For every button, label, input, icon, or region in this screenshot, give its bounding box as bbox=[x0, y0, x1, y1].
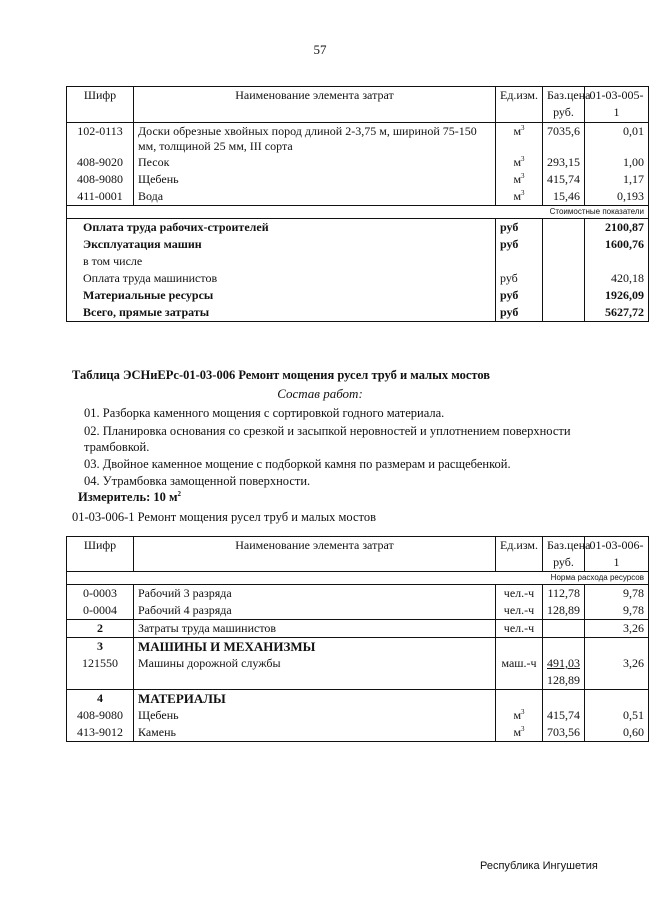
table-row bbox=[67, 620, 649, 638]
row-unit: $м^3$ bbox=[496, 171, 543, 188]
header-code: Шифр bbox=[67, 87, 134, 123]
row-value: 3,26 bbox=[585, 620, 649, 638]
summary-name: в том числе bbox=[67, 253, 496, 270]
row-code: 121550 bbox=[67, 655, 134, 690]
measure-unit: Измеритель: 10 $м^2$ bbox=[78, 489, 182, 504]
footer-region: Республика Ингушетия bbox=[480, 860, 598, 872]
summary-value: 420,18 bbox=[585, 270, 649, 287]
row-price: 293,15 bbox=[543, 154, 585, 171]
row-value: 0,01 bbox=[585, 123, 649, 155]
row-price: 7035,6 bbox=[543, 123, 585, 155]
group-header-row bbox=[67, 690, 649, 708]
row-name: Песок bbox=[134, 154, 496, 171]
summary-value: 1600,76 bbox=[585, 236, 649, 253]
section-note-row bbox=[67, 206, 649, 219]
row-unit: чел.-ч bbox=[496, 620, 543, 638]
row-name: Камень bbox=[134, 724, 496, 742]
table-row bbox=[67, 154, 649, 171]
header-name: Наименование элемента затрат bbox=[134, 537, 496, 572]
header-column-code: 01-03-005-1 bbox=[585, 87, 649, 123]
row-code: 0-0004 bbox=[67, 602, 134, 620]
header-code: Шифр bbox=[67, 537, 134, 572]
row-code: 408-9020 bbox=[67, 154, 134, 171]
group-code: 3 bbox=[67, 638, 134, 656]
summary-row bbox=[67, 270, 649, 287]
row-value: 0,193 bbox=[585, 188, 649, 206]
table-row bbox=[67, 707, 649, 724]
table-row bbox=[67, 171, 649, 188]
group-name: МАШИНЫ И МЕХАНИЗМЫ bbox=[134, 638, 496, 656]
summary-value: 2100,87 bbox=[585, 219, 649, 237]
section-note: Норма расхода ресурсов bbox=[67, 572, 649, 585]
row-unit: маш.-ч bbox=[496, 655, 543, 690]
header-unit: Ед.изм. bbox=[496, 87, 543, 123]
summary-row bbox=[67, 253, 649, 270]
row-price: 415,74 bbox=[543, 707, 585, 724]
summary-value bbox=[585, 253, 649, 270]
table-row bbox=[67, 724, 649, 742]
row-name: Доски обрезные хвойных пород длиной 2-3,75 м, шириной 75-150 мм, толщиной 25 мм, III сорта bbox=[134, 123, 496, 155]
row-code: 0-0003 bbox=[67, 585, 134, 603]
summary-name: Эксплуатация машин bbox=[67, 236, 496, 253]
row-value: 1,00 bbox=[585, 154, 649, 171]
section-note-row bbox=[67, 572, 649, 585]
summary-row bbox=[67, 304, 649, 322]
row-unit: чел.-ч bbox=[496, 602, 543, 620]
works-subtitle: Состав работ: bbox=[277, 386, 363, 401]
summary-name: Материальные ресурсы bbox=[67, 287, 496, 304]
summary-unit bbox=[496, 253, 543, 270]
row-price: 703,56 bbox=[543, 724, 585, 742]
summary-name: Оплата труда рабочих-строителей bbox=[67, 219, 496, 237]
summary-unit: руб bbox=[496, 270, 543, 287]
row-value: 0,51 bbox=[585, 707, 649, 724]
summary-unit: руб bbox=[496, 219, 543, 237]
row-value: 0,60 bbox=[585, 724, 649, 742]
cost-table-2 bbox=[66, 536, 649, 742]
row-unit: $м^3$ bbox=[496, 188, 543, 206]
row-code: 408-9080 bbox=[67, 707, 134, 724]
table-header bbox=[67, 537, 649, 572]
norm-code-line: 01-03-006-1 Ремонт мощения русел труб и малых мостов bbox=[72, 510, 376, 524]
summary-name: Всего, прямые затраты bbox=[67, 304, 496, 322]
row-name: Щебень bbox=[134, 707, 496, 724]
row-unit: $м^3$ bbox=[496, 154, 543, 171]
work-operation: 01. Разборка каменного мощения с сортировкой годного материала. bbox=[84, 406, 445, 420]
group-header-row bbox=[67, 638, 649, 656]
table-row bbox=[67, 188, 649, 206]
row-code: 102-0113 bbox=[67, 123, 134, 155]
row-name: Машины дорожной службы bbox=[134, 655, 496, 690]
summary-row bbox=[67, 236, 649, 253]
row-price: 491,03 128,89 bbox=[543, 655, 585, 690]
summary-unit: руб bbox=[496, 287, 543, 304]
summary-value: 1926,09 bbox=[585, 287, 649, 304]
row-code: 411-0001 bbox=[67, 188, 134, 206]
row-price: 128,89 bbox=[543, 602, 585, 620]
cost-table-1 bbox=[66, 86, 649, 322]
row-name: Рабочий 4 разряда bbox=[134, 602, 496, 620]
row-name: Затраты труда машинистов bbox=[134, 620, 496, 638]
summary-unit: руб bbox=[496, 304, 543, 322]
row-code: 2 bbox=[67, 620, 134, 638]
row-price bbox=[543, 620, 585, 638]
header-price: Баз.цена руб. bbox=[543, 87, 585, 123]
work-operation: 03. Двойное каменное мощение с подборкой камня по размерам и расщебенкой. bbox=[84, 457, 511, 471]
table-header bbox=[67, 87, 649, 123]
header-unit: Ед.изм. bbox=[496, 537, 543, 572]
row-value: 1,17 bbox=[585, 171, 649, 188]
row-unit: $м^3$ bbox=[496, 724, 543, 742]
table-row bbox=[67, 123, 649, 155]
page-number: 57 bbox=[313, 42, 327, 57]
row-code: 408-9080 bbox=[67, 171, 134, 188]
summary-name: Оплата труда машинистов bbox=[67, 270, 496, 287]
table-row bbox=[67, 655, 649, 690]
row-value: 3,26 bbox=[585, 655, 649, 690]
work-operation: трамбовкой. bbox=[84, 440, 150, 454]
row-name: Вода bbox=[134, 188, 496, 206]
summary-value: 5627,72 bbox=[585, 304, 649, 322]
row-price: 112,78 bbox=[543, 585, 585, 603]
group-name: МАТЕРИАЛЫ bbox=[134, 690, 496, 708]
header-name: Наименование элемента затрат bbox=[134, 87, 496, 123]
row-name: Рабочий 3 разряда bbox=[134, 585, 496, 603]
section-note: Стоимостные показатели bbox=[67, 206, 649, 219]
row-name: Щебень bbox=[134, 171, 496, 188]
row-code: 413-9012 bbox=[67, 724, 134, 742]
table-row bbox=[67, 585, 649, 603]
row-value: 9,78 bbox=[585, 602, 649, 620]
work-operation: 02. Планировка основания со срезкой и засыпкой неровностей и уплотнением поверхности bbox=[84, 424, 571, 438]
row-value: 9,78 bbox=[585, 585, 649, 603]
row-unit: $м^3$ bbox=[496, 707, 543, 724]
group-code: 4 bbox=[67, 690, 134, 708]
work-operation: 04. Утрамбовка замощенной поверхности. bbox=[84, 474, 311, 488]
summary-row bbox=[67, 287, 649, 304]
table-title: Таблица ЭСНиЕРс-01-03-006 Ремонт мощения русел труб и малых мостов bbox=[72, 368, 491, 382]
table-row bbox=[67, 602, 649, 620]
row-price: 15,46 bbox=[543, 188, 585, 206]
row-unit: чел.-ч bbox=[496, 585, 543, 603]
summary-row bbox=[67, 219, 649, 237]
summary-unit: руб bbox=[496, 236, 543, 253]
header-column-code: 01-03-006-1 bbox=[585, 537, 649, 572]
header-price: Баз.цена руб. bbox=[543, 537, 585, 572]
row-price: 415,74 bbox=[543, 171, 585, 188]
row-unit: $м^3$ bbox=[496, 123, 543, 155]
